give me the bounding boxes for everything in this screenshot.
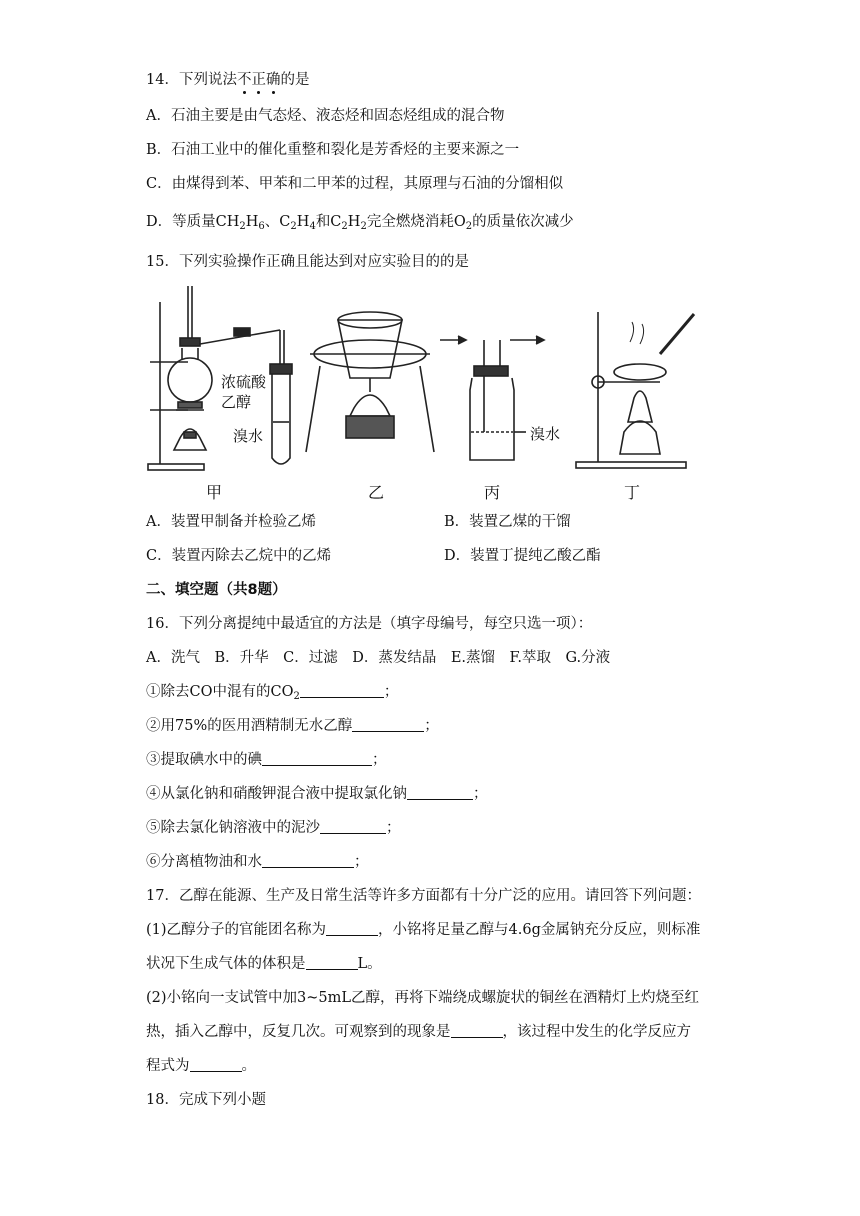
q15-option-a: A．装置甲制备并检验乙烯 — [146, 514, 316, 530]
answer-blank[interactable] — [407, 785, 473, 800]
q16-item-3: ③提取碘水中的碘 ； — [146, 752, 387, 768]
answer-blank[interactable] — [320, 819, 386, 834]
q15-option-d: D．装置丁提纯乙酸乙酯 — [444, 548, 601, 564]
q17-stem: 17．乙醇在能源、生产及日常生活等许多方面都有十分广泛的应用。请回答下列问题： — [146, 888, 701, 904]
q15-option-c: C．装置丙除去乙烷中的乙烯 — [146, 548, 332, 564]
q14-option-c: C．由煤得到苯、甲苯和二甲苯的过程，其原理与石油的分馏相似 — [146, 176, 564, 192]
q14-stem: 14．下列说法不正确的是 — [146, 72, 310, 88]
q17-part1-line2: 状况下生成气体的体积是 L。 — [146, 956, 382, 972]
q17-part2-line1: (2)小铭向一支试管中加3~5mL乙醇，再将下端绕成螺旋状的铜丝在酒精灯上灼烧至红 — [146, 990, 700, 1006]
apparatus-bing — [440, 336, 544, 460]
q17-part2-line2: 热，插入乙醇中，反复几次。可观察到的现象是 ，该过程中发生的化学反应方 — [146, 1024, 691, 1040]
q17-part1-line1: (1)乙醇分子的官能团名称为 ，小铭将足量乙醇与4.6g金属钠充分反应，则标准 — [146, 922, 701, 938]
q16-item-5: ⑤除去氯化钠溶液中的泥沙 ； — [146, 820, 401, 836]
caption-ding: 丁 — [624, 483, 641, 502]
q17-part2-line3: 程式为 。 — [146, 1058, 256, 1074]
q16-options: A．洗气 B．升华 C．过滤 D．蒸发结晶 E.蒸馏 F.萃取 G.分液 — [146, 650, 611, 666]
apparatus-yi — [306, 312, 434, 452]
caption-bing: 丙 — [484, 483, 501, 502]
answer-blank[interactable] — [300, 683, 384, 698]
answer-blank[interactable] — [326, 921, 378, 936]
apparatus-jia — [148, 286, 292, 470]
label-ethanol: 乙醇 — [221, 393, 252, 411]
answer-blank[interactable] — [451, 1023, 503, 1038]
q16-item-6: ⑥分离植物油和水 ； — [146, 854, 369, 870]
caption-jia: 甲 — [206, 483, 223, 502]
q18-stem: 18．完成下列小题 — [146, 1092, 266, 1108]
apparatus-ding — [576, 312, 694, 468]
q16-item-4: ④从氯化钠和硝酸钾混合液中提取氯化钠 ； — [146, 786, 488, 802]
q14-option-d: D．等质量$CH_2H_6$、$C_2H_4$和$C_2H_2$完全燃烧消耗$O_2$的质量依次减少 — [146, 214, 574, 232]
q14-option-a: A．石油主要是由气态烃、液态烃和固态烃组成的混合物 — [146, 108, 505, 124]
label-concentrated-sulfuric-acid: 浓硫酸 — [221, 373, 267, 391]
q15-stem: 15．下列实验操作正确且能达到对应实验目的的是 — [146, 254, 469, 270]
q14-option-b: B．石油工业中的催化重整和裂化是芳香烃的主要来源之一 — [146, 142, 520, 158]
q16-item-1: ①除去CO中混有的$CO_2$ ； — [146, 684, 399, 702]
caption-yi: 乙 — [368, 483, 385, 502]
answer-blank[interactable] — [190, 1057, 242, 1072]
answer-blank[interactable] — [352, 717, 424, 732]
q16-stem: 16．下列分离提纯中最适宜的方法是（填字母编号，每空只选一项）： — [146, 616, 593, 632]
answer-blank[interactable] — [306, 955, 358, 970]
section-heading: 二、填空题（共8题） — [146, 582, 287, 598]
answer-blank[interactable] — [262, 853, 354, 868]
q15-option-b: B．装置乙煤的干馏 — [444, 514, 571, 530]
label-bromine-water-bing: 溴水 — [530, 425, 561, 443]
q16-item-2: ②用75%的医用酒精制无水乙醇 ； — [146, 718, 439, 734]
label-bromine-water-jia: 溴水 — [233, 427, 264, 445]
answer-blank[interactable] — [262, 751, 372, 766]
